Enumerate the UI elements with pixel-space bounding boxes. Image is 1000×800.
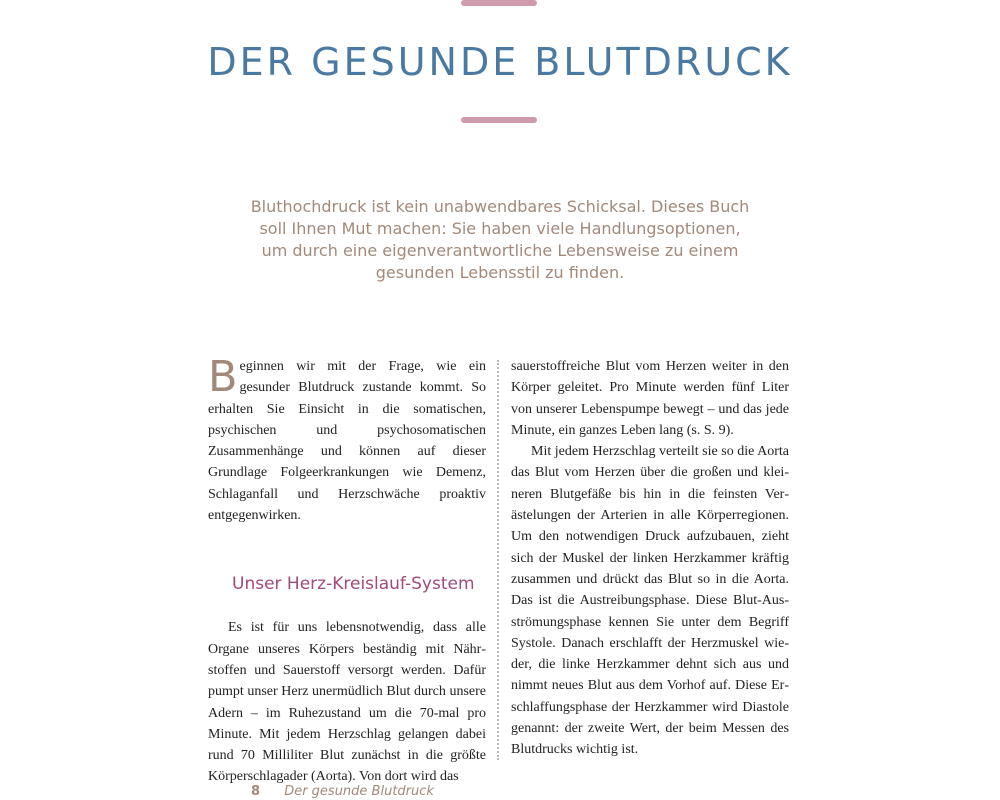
chapter-title: DER GESUNDE BLUTDRUCK [207,40,793,84]
left-column [208,352,486,788]
body-paragraph-3: Mit jedem Herzschlag verteilt sie so die Aorta das Blut vom Herzen über die großen und kleineren Blutgefäße bis hin in die feinsten Verästelungen der Arterien in alle Körperregionen. Um den notwendigen Druck aufzubauen, zieht sich der Muskel der linken Herzkammer kräftig zusammen und drückt das Blut so in die Aorta. Das ist die Austreibungsphase. Diese Blut-Ausströmungsphase kennen Sie unter dem Begriff Systole. Danach erschlafft der Herzmuskel wieder, die linke Herzkammer dehnt sich aus und nimmt neues Blut aus dem Vorhof auf. Diese Erschlaffungsphase der Herzkammer wird Diastole genannt: der zweite Wert, der beim Messen des Blutdrucks wichtig ist. [511,444,789,758]
body-paragraph-2: Es ist für uns lebensnotwendig, dass alle Organe unseres Körpers beständig mit Nährstoffen und Sauerstoff versorgt werden. Dafür pumpt unser Herz unermüdlich Blut durch unsere Adern – im Ruhezustand um die 70-mal pro Minute. Mit jedem Herzschlag gelangen dabei rund 70 Milliliter Blut zunächst in die größte Körperschlagader (Aorta). Von dort wird das [208,620,486,785]
column-divider [497,360,499,760]
opening-paragraph [208,352,486,526]
body-paragraph-2-continued: sauerstoffreiche Blut vom Herzen weiter in den Körper geleitet. Pro Minute werden fünf Liter von unserer Lebenspumpe bewegt – und das jede Minute, ein ganzes Leben lang (s. S. 9). [511,359,789,438]
drop-cap: B [208,352,238,402]
right-column [511,356,789,761]
page-number: 8 [251,784,261,799]
opening-paragraph-text: eginnen wir mit der Frage, wie ein gesunder Blutdruck zustande kommt. So erhalten Sie Einsicht in die somatischen, psychischen und psychosomatischen Zusammenhänge und können auf dieser Grundlage Folgeerkrankungen wie Demenz, Schlaganfall und Herzschwäche proaktiv entgegenwirken. [208,359,486,524]
intro-paragraph: Bluthochdruck ist kein unabwendbares Schicksal. Dieses Buch soll Ihnen Mut machen: Sie haben viele Handlungsoptionen, um durch eine eigenverantwortliche Lebensweise zu einem gesunden Lebensstil zu finden. [250,197,750,282]
bottom-decorative-rule [461,117,537,123]
page-footer [251,784,434,799]
section-heading: Unser Herz-Kreislauf-System [232,574,475,595]
running-title: Der gesunde Blutdruck [284,784,434,799]
top-decorative-rule [461,0,537,6]
